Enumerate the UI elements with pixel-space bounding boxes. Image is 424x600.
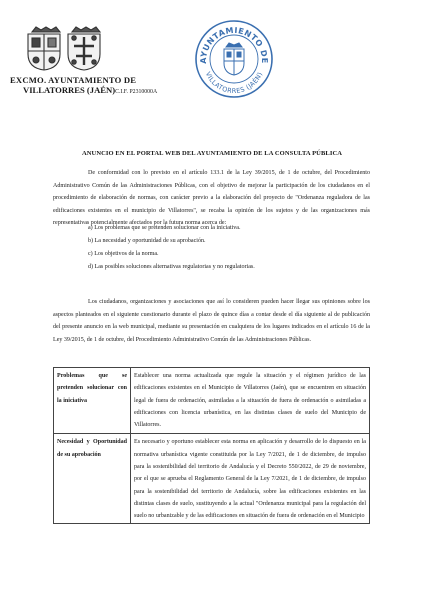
- coat-of-arms-icon: [22, 24, 104, 72]
- row-label: Problemas que se pretenden solucionar con la iniciativa: [54, 368, 131, 434]
- org-name-line1: EXCMO. AYUNTAMIENTO DE: [10, 75, 137, 85]
- list-item: b) La necesidad y oportunidad de su aprobación.: [88, 238, 206, 245]
- org-name-line2-text: VILLATORRES (JAÉN): [23, 85, 116, 95]
- table-row: [54, 434, 370, 523]
- stamp-text-bottom: VILLATORRES (JAÉN): [203, 70, 265, 96]
- row-label: Necesidad y Oportunidad de su aprobación: [54, 434, 131, 523]
- row-text: Establecer una norma actualizada que regule la situación y el régimen jurídico de las edificaciones existentes en el Municipio de Villatorres (Jaén), que se encuentren en situación legal de fuera de ordenación, asimiladas a la situación de fuera de ordenación o asimiladas a edificaciones con licencia urbanística, en las distintas clases de suelo del Municipio de Villatorres.: [131, 368, 370, 434]
- org-name-line2: [23, 85, 157, 95]
- row-text: Es necesario y oportuno establecer esta norma en aplicación y desarrollo de lo dispuesto en la normativa urbanística vigente constituida por la Ley 7/2021, de 1 de diciembre, de impulso para la sostenibilidad del territorio de Andalucía y el Decreto 550/2022, de 29 de noviembre, por el que se aprueba el Reglamento General de la Ley 7/2021, de 1 de diciembre, de impulso para la sostenibilidad del territorio de Andalucía, sobre las edificaciones existentes en las distintas clases de suelo, sustituyendo a la actual "Ordenanza municipal para la regulación del suelo no urbanizable y de las edificaciones en situación de fuera de ordenación en el Municipio: [131, 434, 370, 523]
- stamp-seal-icon: [192, 17, 276, 101]
- document-title: ANUNCIO EN EL PORTAL WEB DEL AYUNTAMIENTO DE LA CONSULTA PÚBLICA: [81, 150, 343, 157]
- coat-of-arms-pair: [22, 24, 104, 72]
- table-row: [54, 368, 370, 434]
- official-stamp: [192, 17, 276, 101]
- list-item: d) Las posibles soluciones alternativas regulatorias y no regulatorias.: [88, 264, 255, 271]
- submission-paragraph: Los ciudadanos, organizaciones y asociaciones que así lo consideren pueden hacer llegar sus opiniones sobre los aspectos planteados en el siguiente cuestionario durante el plazo de quince días a contar desde el día siguiente al de publicación del presente anuncio en la web municipal, mediante su presentación en cualquiera de los lugares indicados en el artículo 16 de la Ley 39/2015, de 1 de octubre, del Procedimiento Administrativo Común de las Administraciones Públicas.: [53, 299, 370, 343]
- consultation-topics-list: [88, 222, 255, 274]
- questionnaire-table: [53, 367, 370, 524]
- cif-number: C.I.F. P2310000A: [115, 89, 158, 95]
- list-item: a) Los problemas que se pretenden solucionar con la iniciativa.: [88, 225, 241, 231]
- stamp-text-top: AYUNTAMIENTO DE: [198, 25, 270, 64]
- intro-paragraph: De conformidad con lo previsto en el artículo 133.1 de la Ley 39/2015, de 1 de octubre, del Procedimiento Administrativo Común de las Administraciones Públicas, con el objetivo de mejorar la participación de los ciudadanos en el procedimiento de elaboración de normas, con carácter previo a la elaboración del proyecto de "Ordenanza reguladora de las edificaciones existentes en el municipio de Villatorres", se recaba la opinión de los sujetos y de las organizaciones más representativas potencialmente afectados por la futura norma acerca de:: [53, 170, 370, 227]
- list-item: c) Los objetivos de la norma.: [88, 251, 159, 258]
